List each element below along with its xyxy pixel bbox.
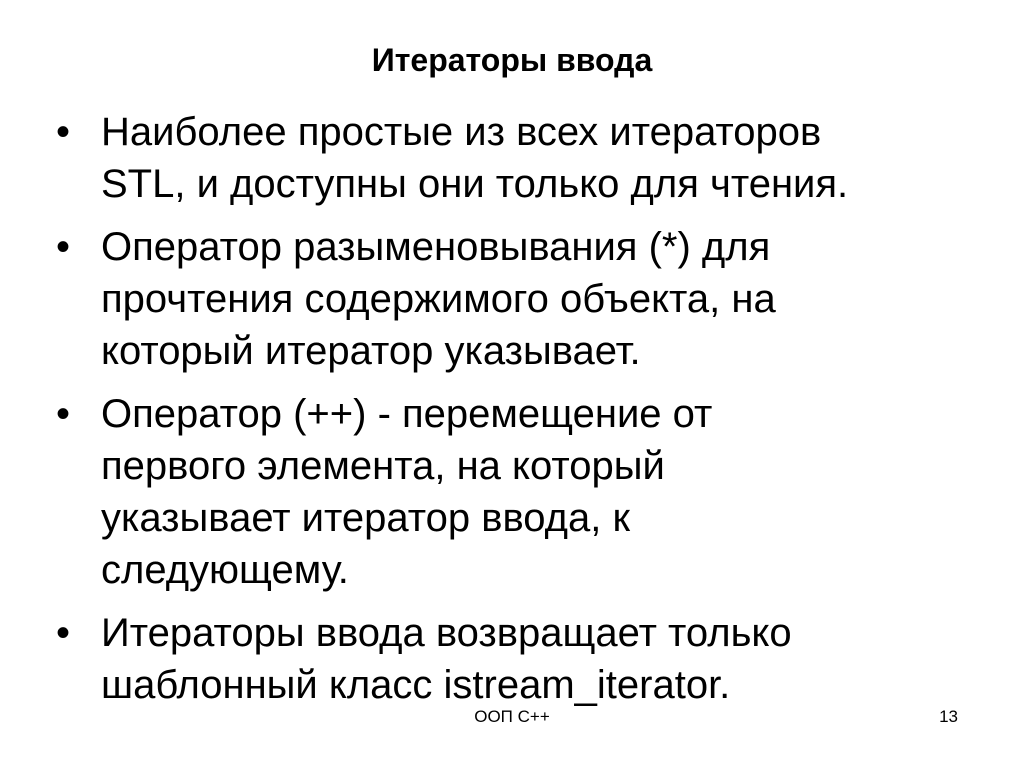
bullet-dot-icon: • bbox=[56, 611, 71, 655]
bullet-item bbox=[56, 106, 956, 210]
bullet-text-line: Оператор (++) - перемещение от bbox=[101, 392, 713, 436]
bullet-text-line: Наиболее простые из всех итераторов bbox=[101, 110, 822, 154]
bullet-dot-icon: • bbox=[56, 392, 71, 436]
bullet-text-line: Оператор разыменовывания (*) для bbox=[101, 225, 771, 269]
bullet-item bbox=[56, 221, 956, 377]
bullet-item bbox=[56, 607, 956, 711]
bullet-text-line: следующему. bbox=[101, 548, 349, 592]
bullet-text-line: первого элемента, на который bbox=[101, 444, 665, 488]
bullet-text-line: STL, и доступны они только для чтения. bbox=[101, 162, 849, 206]
bullet-text-line: прочтения содержимого объекта, на bbox=[101, 277, 776, 321]
page-number: 13 bbox=[939, 707, 958, 726]
bullet-dot-icon: • bbox=[56, 225, 71, 269]
bullet-dot-icon: • bbox=[56, 110, 71, 154]
footer-course-label: ООП C++ bbox=[474, 707, 550, 726]
bullet-item bbox=[56, 388, 956, 596]
bullet-text-line: Итераторы ввода возвращает только bbox=[101, 611, 792, 655]
slide-title: Итераторы ввода bbox=[371, 42, 653, 78]
bullet-text-line: шаблонный класс istream_iterator. bbox=[101, 663, 731, 707]
bullet-list bbox=[56, 106, 956, 722]
bullet-text-line: указывает итератор ввода, к bbox=[101, 496, 630, 540]
bullet-text-line: который итератор указывает. bbox=[101, 329, 641, 373]
